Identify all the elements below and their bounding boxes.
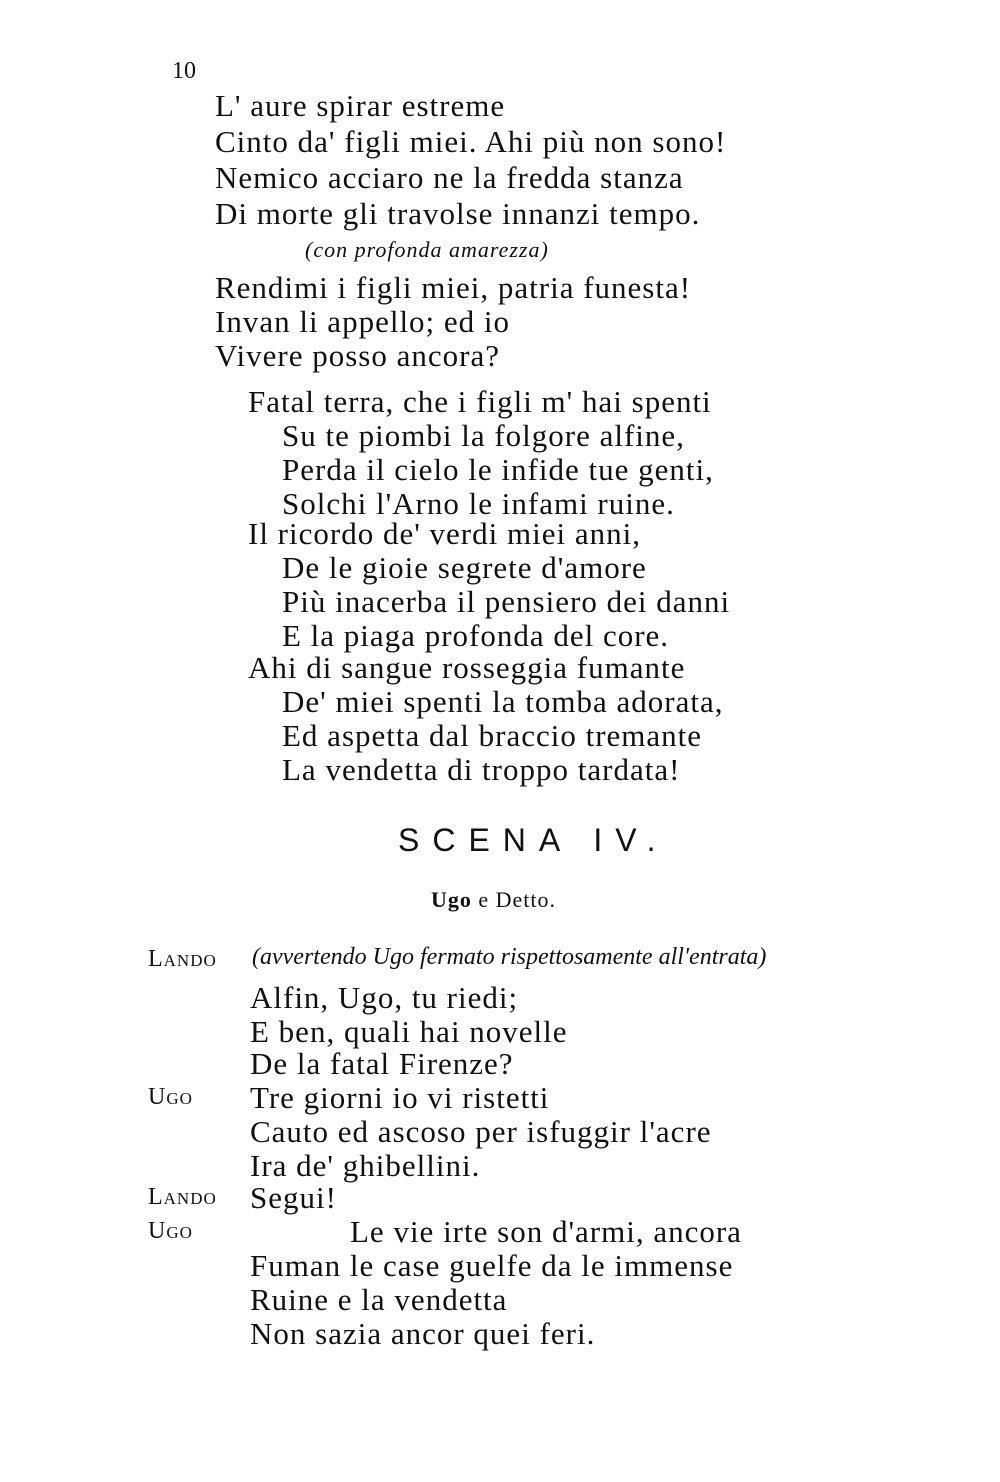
aria-line: La vendetta di troppo tardata! bbox=[282, 752, 681, 787]
stage-direction: (avvertendo Ugo fermato rispettosamente all'entrata) bbox=[252, 944, 767, 970]
dialogue-line: De la fatal Firenze? bbox=[250, 1046, 514, 1081]
aria-line: Più inacerba il pensiero dei danni bbox=[282, 584, 731, 619]
verse-line: Rendimi i figli miei, patria funesta! bbox=[215, 270, 692, 305]
verse-line: Vivere posso ancora? bbox=[215, 338, 500, 373]
aria-line: Ahi di sangue rosseggia fumante bbox=[248, 650, 686, 685]
aria-line: Il ricordo de' verdi miei anni, bbox=[248, 516, 641, 551]
dialogue-line: Tre giorni io vi ristetti bbox=[250, 1080, 550, 1115]
character-name: Ugo bbox=[431, 887, 472, 912]
dialogue-line: Segui! bbox=[250, 1180, 337, 1215]
verse-line: Invan li appello; ed io bbox=[215, 304, 511, 339]
character-rest: e Detto. bbox=[471, 887, 557, 912]
verse-line: Nemico acciaro ne la fredda stanza bbox=[215, 160, 684, 195]
aria-line: De le gioie segrete d'amore bbox=[282, 550, 647, 585]
stage-direction: (con profonda amarezza) bbox=[305, 237, 549, 262]
verse-line: L' aure spirar estreme bbox=[215, 88, 506, 123]
aria-line: E la piaga profonda del core. bbox=[282, 618, 670, 653]
verse-line: Cinto da' figli miei. Ahi più non sono! bbox=[215, 124, 727, 159]
scene-title: SCENA IV. bbox=[398, 822, 669, 858]
aria-line: Fatal terra, che i figli m' hai spenti bbox=[248, 384, 712, 419]
dialogue-line: Ira de' ghibellini. bbox=[250, 1148, 481, 1183]
speaker-label: Lando bbox=[148, 946, 217, 972]
aria-line: De' miei spenti la tomba adorata, bbox=[282, 684, 724, 719]
dialogue-line: Alfin, Ugo, tu riedi; bbox=[250, 980, 519, 1015]
aria-line: Ed aspetta dal braccio tremante bbox=[282, 718, 703, 753]
dialogue-line: E ben, quali hai novelle bbox=[250, 1014, 568, 1049]
scene-characters bbox=[431, 882, 556, 918]
aria-line: Perda il cielo le infide tue genti, bbox=[282, 452, 714, 487]
dialogue-line: Ruine e la vendetta bbox=[250, 1282, 508, 1317]
dialogue-line: Non sazia ancor quei feri. bbox=[250, 1316, 596, 1351]
speaker-label: Ugo bbox=[148, 1084, 193, 1110]
aria-line: Su te piombi la folgore alfine, bbox=[282, 418, 685, 453]
page-number: 10 bbox=[172, 58, 196, 84]
aria-line: Solchi l'Arno le infami ruine. bbox=[282, 486, 675, 521]
speaker-label: Lando bbox=[148, 1184, 217, 1210]
dialogue-line: Le vie irte son d'armi, ancora bbox=[350, 1214, 742, 1249]
dialogue-line: Fuman le case guelfe da le immense bbox=[250, 1248, 734, 1283]
dialogue-line: Cauto ed ascoso per isfuggir l'acre bbox=[250, 1114, 712, 1149]
speaker-label: Ugo bbox=[148, 1218, 193, 1244]
verse-line: Di morte gli travolse innanzi tempo. bbox=[215, 196, 701, 231]
